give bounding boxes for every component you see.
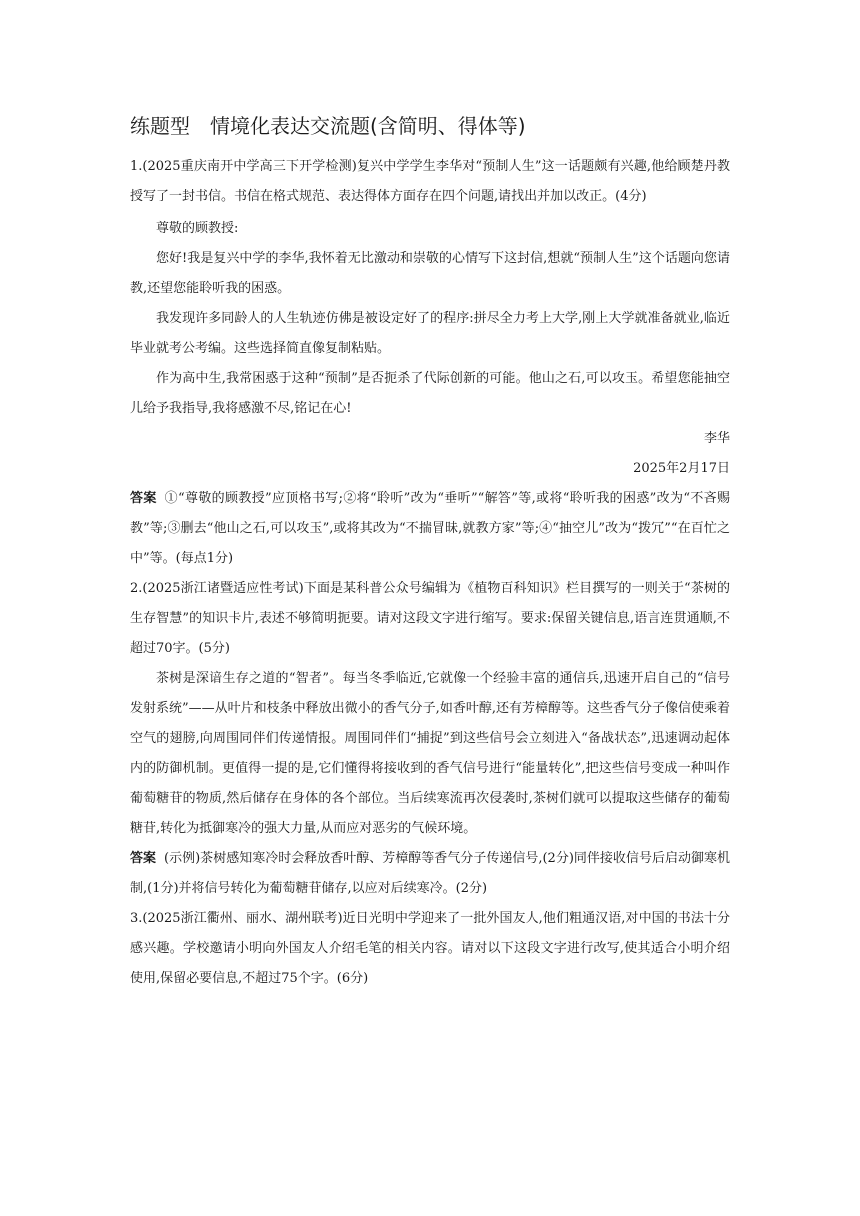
letter-paragraph: 作为高中生,我常困惑于这种“预制”是否扼杀了代际创新的可能。他山之石,可以攻玉。希望您能抽空儿给予我指导,我将感激不尽,铭记在心! bbox=[130, 371, 730, 416]
letter-salutation: 尊敬的顾教授: bbox=[156, 221, 239, 236]
question-3 bbox=[130, 904, 730, 994]
question-1 bbox=[130, 152, 730, 574]
answer-text: ①“尊敬的顾教授”应顶格书写;②将“聆听”改为“垂听”“解答”等,或将“聆听我的困惑”改为“不吝赐教”等;③删去“他山之石,可以攻玉”,或将其改为“不揣冒昧,就教方家”等;④“抽空儿”改为“拨冗”“在百忙之中”等。(每点1分) bbox=[130, 491, 730, 566]
answer-label: 答案 bbox=[130, 851, 157, 866]
question-2-passage: 茶树是深谙生存之道的“智者”。每当冬季临近,它就像一个经验丰富的通信兵,迅速开启自己的“信号发射系统”——从叶片和枝条中释放出微小的香气分子,如香叶醇,还有芳樟醇等。这些香气分子像信使乘着空气的翅膀,向周围同伴们传递情报。周围同伴们“捕捉”到这些信号会立刻进入“备战状态”,迅速调动起体内的防御机制。更值得一提的是,它们懂得将接收到的香气信号进行“能量转化”,把这些信号变成一种叫作葡萄糖苷的物质,然后储存在身体的各个部位。当后续寒流再次侵袭时,茶树们就可以提取这些储存的葡萄糖苷,转化为抵御寒冷的强大力量,从而应对恶劣的气候环境。 bbox=[130, 671, 730, 836]
letter-signature: 李华 bbox=[703, 431, 730, 446]
answer-label: 答案 bbox=[130, 491, 157, 506]
answer-text: (示例)茶树感知寒冷时会释放香叶醇、芳樟醇等香气分子传递信号,(2分)同伴接收信号后启动御寒机制,(1分)并将信号转化为葡萄糖苷储存,以应对后续寒冷。(2分) bbox=[130, 851, 730, 896]
question-2 bbox=[130, 574, 730, 904]
question-1-answer bbox=[130, 484, 730, 574]
question-1-prompt: 1.(2025重庆南开中学高三下开学检测)复兴中学学生李华对“预制人生”这一话题颇有兴趣,他给顾楚丹教授写了一封书信。书信在格式规范、表达得体方面存在四个问题,请找出并加以改正。(4分) bbox=[130, 159, 730, 204]
letter-body bbox=[130, 214, 730, 484]
page-title: 练题型 情境化表达交流题(含简明、得体等) bbox=[130, 114, 526, 138]
letter-paragraph: 我发现许多同龄人的人生轨迹仿佛是被设定好了的程序:拼尽全力考上大学,刚上大学就准备就业,临近毕业就考公考编。这些选择简直像复制粘贴。 bbox=[130, 311, 730, 356]
question-2-prompt: 2.(2025浙江诸暨适应性考试)下面是某科普公众号编辑为《植物百科知识》栏目撰写的一则关于“茶树的生存智慧”的知识卡片,表述不够简明扼要。请对这段文字进行缩写。要求:保留关键信息,语言连贯通顺,不超过70字。(5分) bbox=[130, 581, 730, 656]
question-3-prompt: 3.(2025浙江衢州、丽水、湖州联考)近日光明中学迎来了一批外国友人,他们粗通汉语,对中国的书法十分感兴趣。学校邀请小明向外国友人介绍毛笔的相关内容。请对以下这段文字进行改写,使其适合小明介绍使用,保留必要信息,不超过75个字。(6分) bbox=[130, 911, 730, 986]
question-2-answer bbox=[130, 844, 730, 904]
document-page bbox=[130, 112, 730, 994]
letter-paragraph: 您好!我是复兴中学的李华,我怀着无比激动和崇敬的心情写下这封信,想就“预制人生”这个话题向您请教,还望您能聆听我的困惑。 bbox=[130, 251, 730, 296]
letter-date: 2025年2月17日 bbox=[633, 461, 730, 476]
